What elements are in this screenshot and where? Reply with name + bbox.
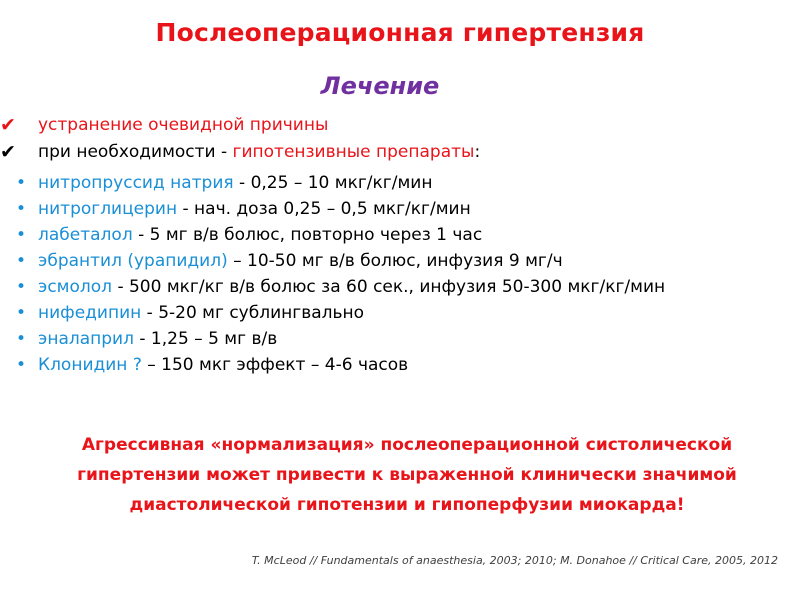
check-item <box>0 112 800 139</box>
list-item <box>0 326 718 352</box>
drug-name: эсмолол <box>38 277 113 297</box>
drug-dose: – 150 мкг эффект – 4-6 часов <box>141 355 409 375</box>
check-item-text <box>38 139 480 166</box>
drug-dose: - нач. доза 0,25 – 0,5 мкг/кг/мин <box>177 199 471 219</box>
bullet-icon: • <box>16 251 27 271</box>
slide-title: Послеоперационная гипертензия <box>155 18 645 47</box>
check-item <box>0 139 800 166</box>
drug-dose: - 5-20 мг сублингвально <box>141 303 365 323</box>
list-item <box>0 352 718 378</box>
bullet-icon: • <box>16 303 27 323</box>
drug-dose: - 500 мкг/кг в/в болюс за 60 сек., инфузия 50-300 мкг/кг/мин <box>112 277 666 297</box>
drug-name: эналаприл <box>38 329 134 349</box>
drug-name: лабеталол <box>38 225 133 245</box>
slide-subtitle: Лечение <box>320 72 440 100</box>
check-list <box>0 112 800 166</box>
list-item <box>0 300 718 326</box>
drug-name: нитроглицерин <box>38 199 178 219</box>
drug-name: Клонидин ? <box>38 355 142 375</box>
drug-name: эбрантил (урапидил) <box>38 251 228 271</box>
check-item-lead: при необходимости - <box>38 142 233 162</box>
bullet-icon: • <box>16 277 27 297</box>
drug-dose: – 10-50 мг в/в болюс, инфузия 9 мг/ч <box>227 251 563 271</box>
list-item <box>0 170 718 196</box>
drug-name: нифедипин <box>38 303 142 323</box>
checkmark-icon: ✔ <box>0 141 16 163</box>
bullet-icon: • <box>16 225 27 245</box>
bullet-icon: • <box>16 329 27 349</box>
bullet-icon: • <box>16 173 27 193</box>
list-item <box>0 222 718 248</box>
drug-dose: - 1,25 – 5 мг в/в <box>133 329 278 349</box>
checkmark-icon: ✔ <box>0 114 16 136</box>
drug-list <box>0 170 800 378</box>
check-item-highlight: гипотензивные препараты <box>232 142 475 162</box>
warning-text: Агрессивная «нормализация» послеоперационной систолической гипертензии может привести к выраженной клинически значимой диастолической гипотензии и гипоперфузии миокарда! <box>77 435 737 515</box>
bullet-icon: • <box>16 199 27 219</box>
bullet-icon: • <box>16 355 27 375</box>
check-item-text: устранение очевидной причины <box>38 115 329 135</box>
list-item <box>0 196 718 222</box>
drug-name: нитропруссид натрия <box>38 173 234 193</box>
list-item <box>0 248 718 274</box>
check-item-tail: : <box>474 142 481 162</box>
drug-dose: - 0,25 – 10 мкг/кг/мин <box>233 173 433 193</box>
citation: T. McLeod // Fundamentals of anaesthesia, 2003; 2010; M. Donahoe // Critical Care, 2005, 2012 <box>251 554 778 567</box>
list-item <box>0 274 718 300</box>
drug-dose: - 5 мг в/в болюс, повторно через 1 час <box>132 225 483 245</box>
